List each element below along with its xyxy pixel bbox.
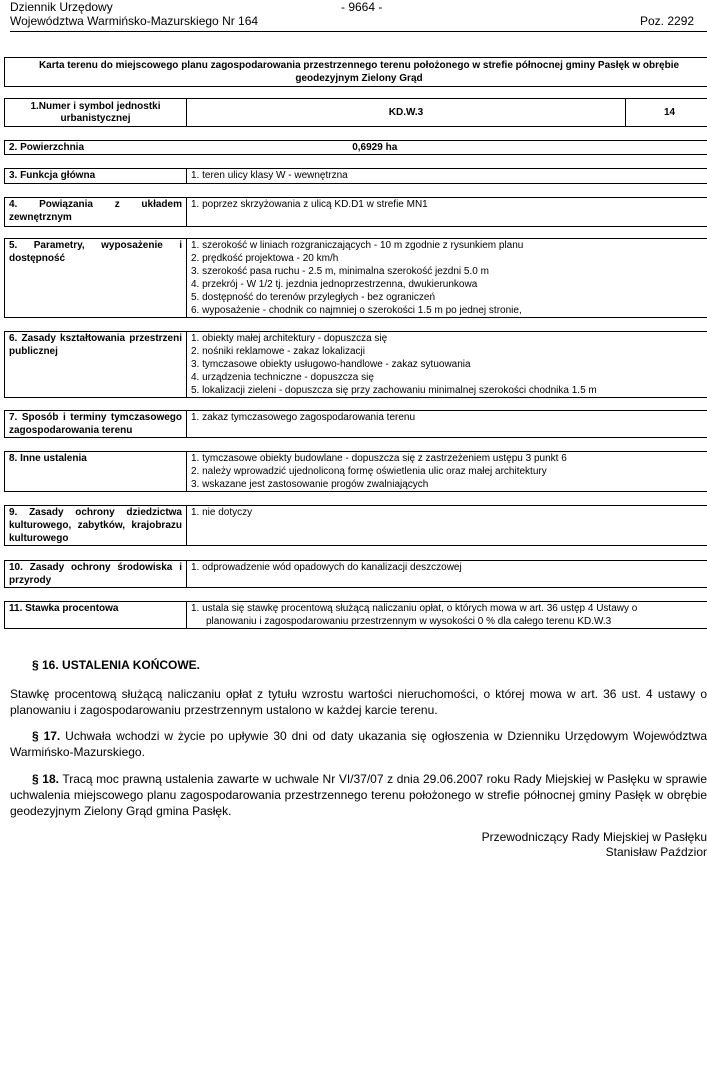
row-external-links	[4, 197, 707, 227]
list-item: 3. szerokość pasa ruchu - 2.5 m, minimalna szerokość jezdni 5.0 m	[191, 266, 489, 277]
signature-name: Stanisław Paździor	[605, 845, 707, 859]
section-17-mark: § 17.	[32, 729, 61, 743]
section-17-text: Uchwała wchodzi w życie po upływie 30 dni od daty ukazania się ogłoszenia w Dzienniku Urzędowym Województwa Warmińsko-Mazurskiego.	[10, 729, 707, 759]
list-item: planowaniu i zagospodarowaniu przestrzennym w wysokości 0 % dla całego terenu KD.W.3	[206, 616, 612, 627]
card-title: Karta terenu do miejscowego planu zagospodarowania przestrzennego terenu położonego w strefie północnej gminy Pasłęk w obrębie geodezyjnym Zielony Grąd	[5, 58, 707, 87]
list-item: 4. przekrój - W 1/2 tj. jezdnia jednoprzestrzenna, dwukierunkowa	[191, 279, 478, 290]
position-number: Poz. 2292	[640, 14, 695, 28]
list-item: 2. nośniki reklamowe - zakaz lokalizacji	[191, 346, 365, 357]
section-17	[10, 728, 707, 760]
card-title-box	[4, 57, 707, 87]
area-label: 2. Powierzchnia	[5, 141, 187, 155]
area-value: 0,6929 ha	[187, 141, 707, 155]
area-table	[4, 140, 707, 155]
list-item: 3. tymczasowe obiekty usługowo-handlowe - zakaz sytuowania	[191, 359, 471, 370]
section-18	[10, 771, 707, 819]
unit-number: 14	[626, 99, 707, 127]
row-temporary-use	[4, 410, 707, 438]
section-16-text: Stawkę procentową służącą naliczaniu opłat z tytułu wzrostu wartości nieruchomości, o której mowa w art. 36 ust. 4 ustawy o planowaniu i zagospodarowaniu przestrzennym ustalono w każdej karcie terenu.	[10, 687, 707, 717]
section-18-mark: § 18.	[32, 772, 59, 786]
row-label: 5. Parametry, wyposażenie i dostępność	[5, 239, 187, 318]
list-item: 2. należy wprowadzić ujednoliconą formę oświetlenia ulic oraz małej architektury	[191, 466, 547, 477]
journal-title: Dziennik Urzędowy	[10, 0, 113, 14]
section-16-heading: § 16. USTALENIA KOŃCOWE.	[32, 658, 201, 672]
row-label: 9. Zasady ochrony dziedzictwa kulturowego, zabytków, krajobrazu kulturowego	[5, 506, 187, 546]
list-item: 3. wskazane jest zastosowanie progów zwalniających	[191, 479, 429, 490]
list-item: 1. tymczasowe obiekty budowlane - dopuszcza się z zastrzeżeniem ustępu 3 punkt 6	[191, 453, 567, 464]
list-item: 1. szerokość w liniach rozgraniczających - 10 m zgodnie z rysunkiem planu	[191, 240, 524, 251]
row-label: 11. Stawka procentowa	[5, 602, 187, 629]
row-label: 10. Zasady ochrony środowiska i przyrody	[5, 561, 187, 588]
row-label: 4. Powiązania z układem zewnętrznym	[5, 198, 187, 227]
signature-title: Przewodniczący Rady Miejskiej w Pasłęku	[481, 830, 707, 844]
list-item: 4. urządzenia techniczne - dopuszcza się	[191, 372, 374, 383]
header-divider	[10, 31, 707, 32]
unit-label: 1.Numer i symbol jednostki urbanistycznej	[5, 99, 187, 127]
list-item: 1. odprowadzenie wód opadowych do kanalizacji deszczowej	[191, 562, 462, 573]
voivodeship-line: Województwa Warmińsko-Mazurskiego Nr 164	[10, 14, 259, 28]
row-percentage-rate	[4, 601, 707, 629]
list-item: 5. lokalizacji zieleni - dopuszcza się przy zachowaniu minimalnej szerokości chodnika 1.5 m	[191, 385, 597, 396]
row-label: 7. Sposób i terminy tymczasowego zagospodarowania terenu	[5, 411, 187, 438]
page-number: - 9664 -	[341, 0, 383, 14]
list-item: 1. teren ulicy klasy W - wewnętrzna	[191, 170, 348, 181]
row-other-provisions	[4, 451, 707, 492]
list-item: 2. prędkość projektowa - 20 km/h	[191, 253, 339, 264]
list-item: 5. dostępność do terenów przyległych - bez ograniczeń	[191, 292, 436, 303]
list-item: 1. poprzez skrzyżowania z ulicą KD.D1 w strefie MN1	[191, 199, 428, 210]
list-item: 1. ustala się stawkę procentową służącą naliczaniu opłat, o których mowa w art. 36 ustęp 4 Ustawy o	[191, 603, 638, 614]
section-18-text: Tracą moc prawną ustalenia zawarte w uchwale Nr VI/37/07 z dnia 29.06.2007 roku Rady Miejskiej w Pasłęku w sprawie uchwalenia miejscowego planu zagospodarowania przestrzennego terenu położonego w strefie północnej gminy Pasłęk w obrębie geodezyjnym Zielony Grąd gmina Pasłęk.	[10, 772, 707, 818]
row-label: 3. Funkcja główna	[5, 169, 187, 184]
list-item: 1. zakaz tymczasowego zagospodarowania terenu	[191, 412, 416, 423]
row-parameters	[4, 238, 707, 318]
list-item: 6. wyposażenie - chodnik co najmniej o szerokości 1.5 m po jednej stronie,	[191, 305, 522, 316]
row-public-space	[4, 331, 707, 398]
unit-table	[4, 98, 707, 127]
row-main-function	[4, 168, 707, 184]
list-item: 1. nie dotyczy	[191, 507, 253, 518]
row-environment	[4, 560, 707, 588]
row-label: 6. Zasady kształtowania przestrzeni publicznej	[5, 332, 187, 398]
unit-symbol: KD.W.3	[187, 99, 626, 127]
list-item: 1. obiekty małej architektury - dopuszcza się	[191, 333, 388, 344]
row-heritage	[4, 505, 707, 546]
row-label: 8. Inne ustalenia	[5, 452, 187, 492]
